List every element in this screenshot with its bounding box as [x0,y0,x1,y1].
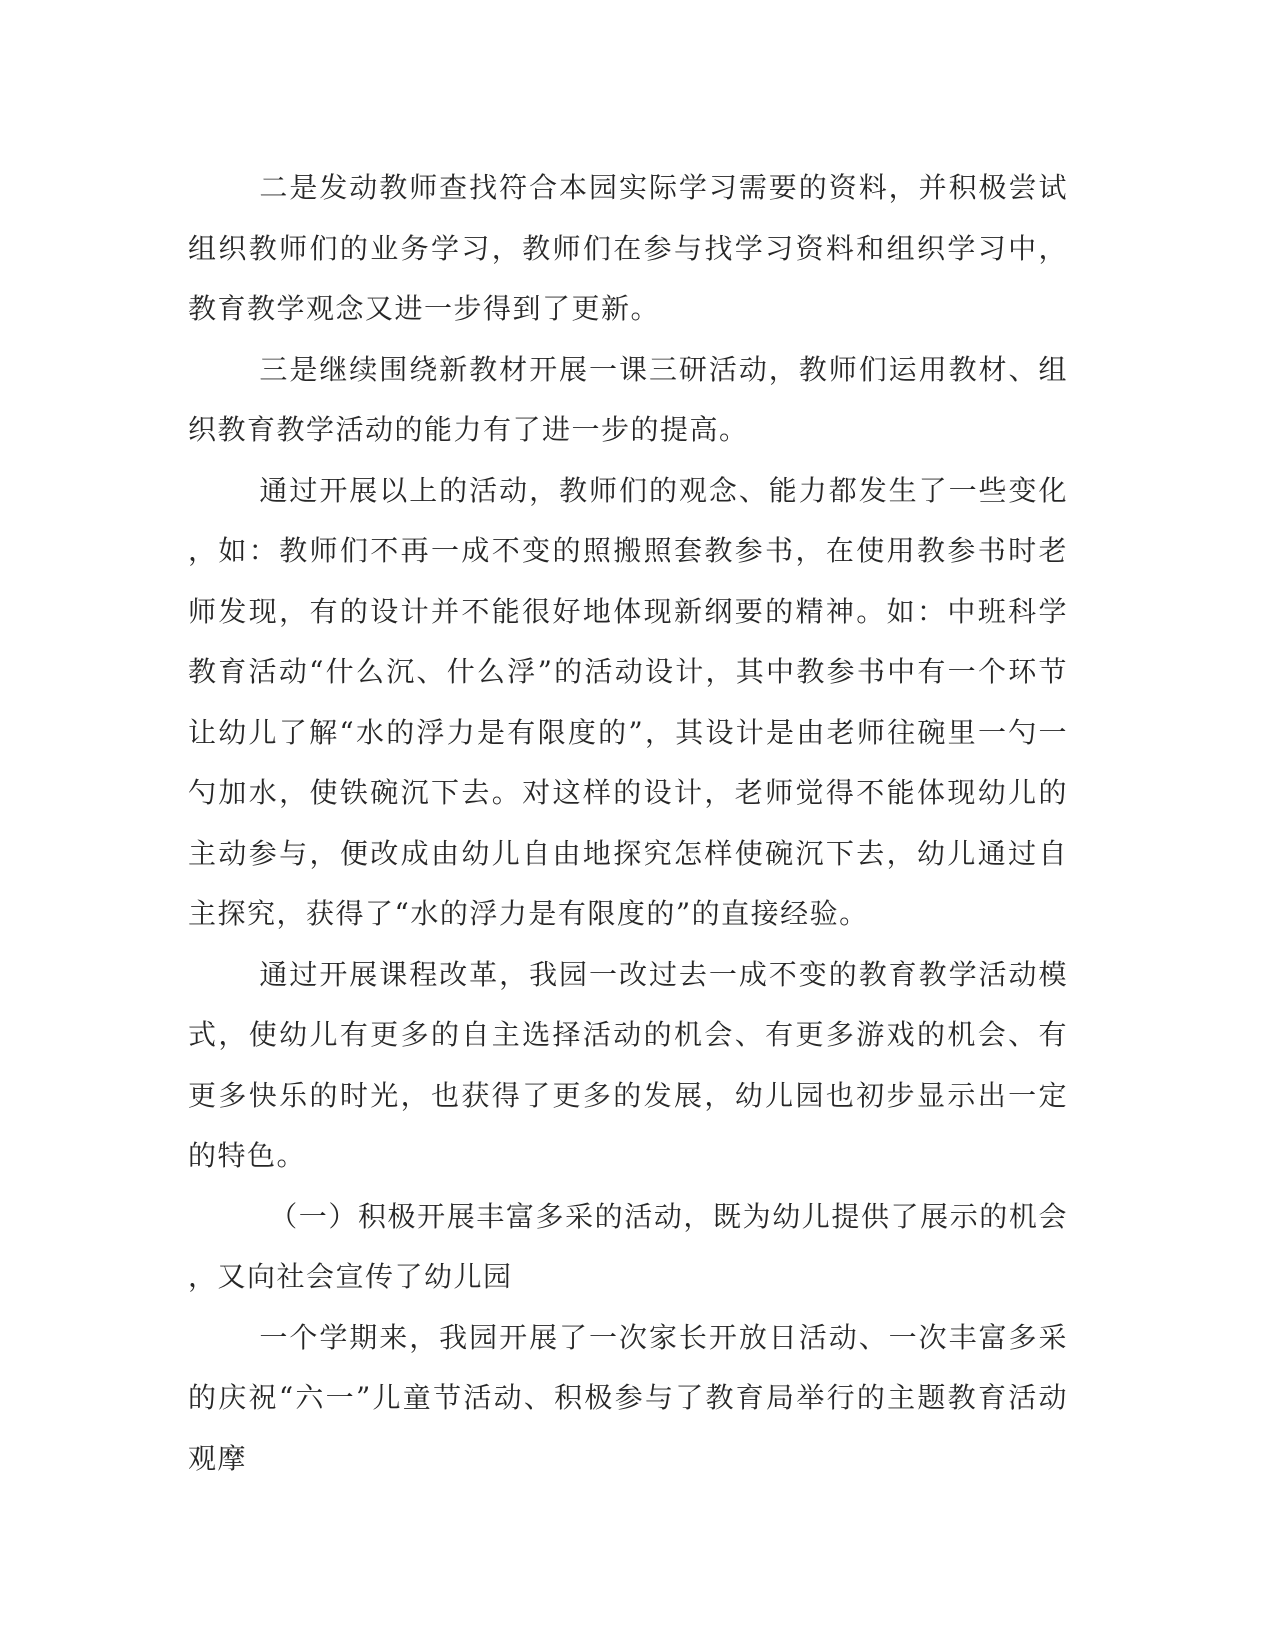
paragraph-changes-example: 通过开展以上的活动，教师们的观念、能力都发生了一些变化，如：教师们不再一成不变的照搬照套教参书，在使用教参书时老师发现，有的设计并不能很好地体现新纲要的精神。如：中班科学教育活动“什么沉、什么浮”的活动设计，其中教参书中有一个环节让幼儿了解“水的浮力是有限度的”，其设计是由老师往碗里一勺一勺加水，使铁碗沉下去。对这样的设计，老师觉得不能体现幼儿的主动参与，便改成由幼儿自由地探究怎样使碗沉下去，幼儿通过自主探究，获得了“水的浮力是有限度的”的直接经验。 [188,473,1068,930]
paragraph-new-textbook: 三是继续围绕新教材开展一课三研活动，教师们运用教材、组织教育教学活动的能力有了进一步的提高。 [188,352,1068,446]
paragraph-semester-activities: 一个学期来，我园开展了一次家长开放日活动、一次丰富多采的庆祝“六一”儿童节活动、积极参与了教育局举行的主题教育活动观摩 [188,1320,1068,1475]
section-heading-activities: （一）积极开展丰富多采的活动，既为幼儿提供了展示的机会，又向社会宣传了幼儿园 [188,1199,1068,1293]
paragraph-curriculum-reform: 通过开展课程改革，我园一改过去一成不变的教育教学活动模式，使幼儿有更多的自主选择活动的机会、有更多游戏的机会、有更多快乐的时光，也获得了更多的发展，幼儿园也初步显示出一定的特色。 [188,957,1068,1172]
document-body [188,158,1068,1489]
paragraph-teacher-materials: 二是发动教师查找符合本园实际学习需要的资料，并积极尝试组织教师们的业务学习，教师们在参与找学习资料和组织学习中，教育教学观念又进一步得到了更新。 [188,171,1068,325]
